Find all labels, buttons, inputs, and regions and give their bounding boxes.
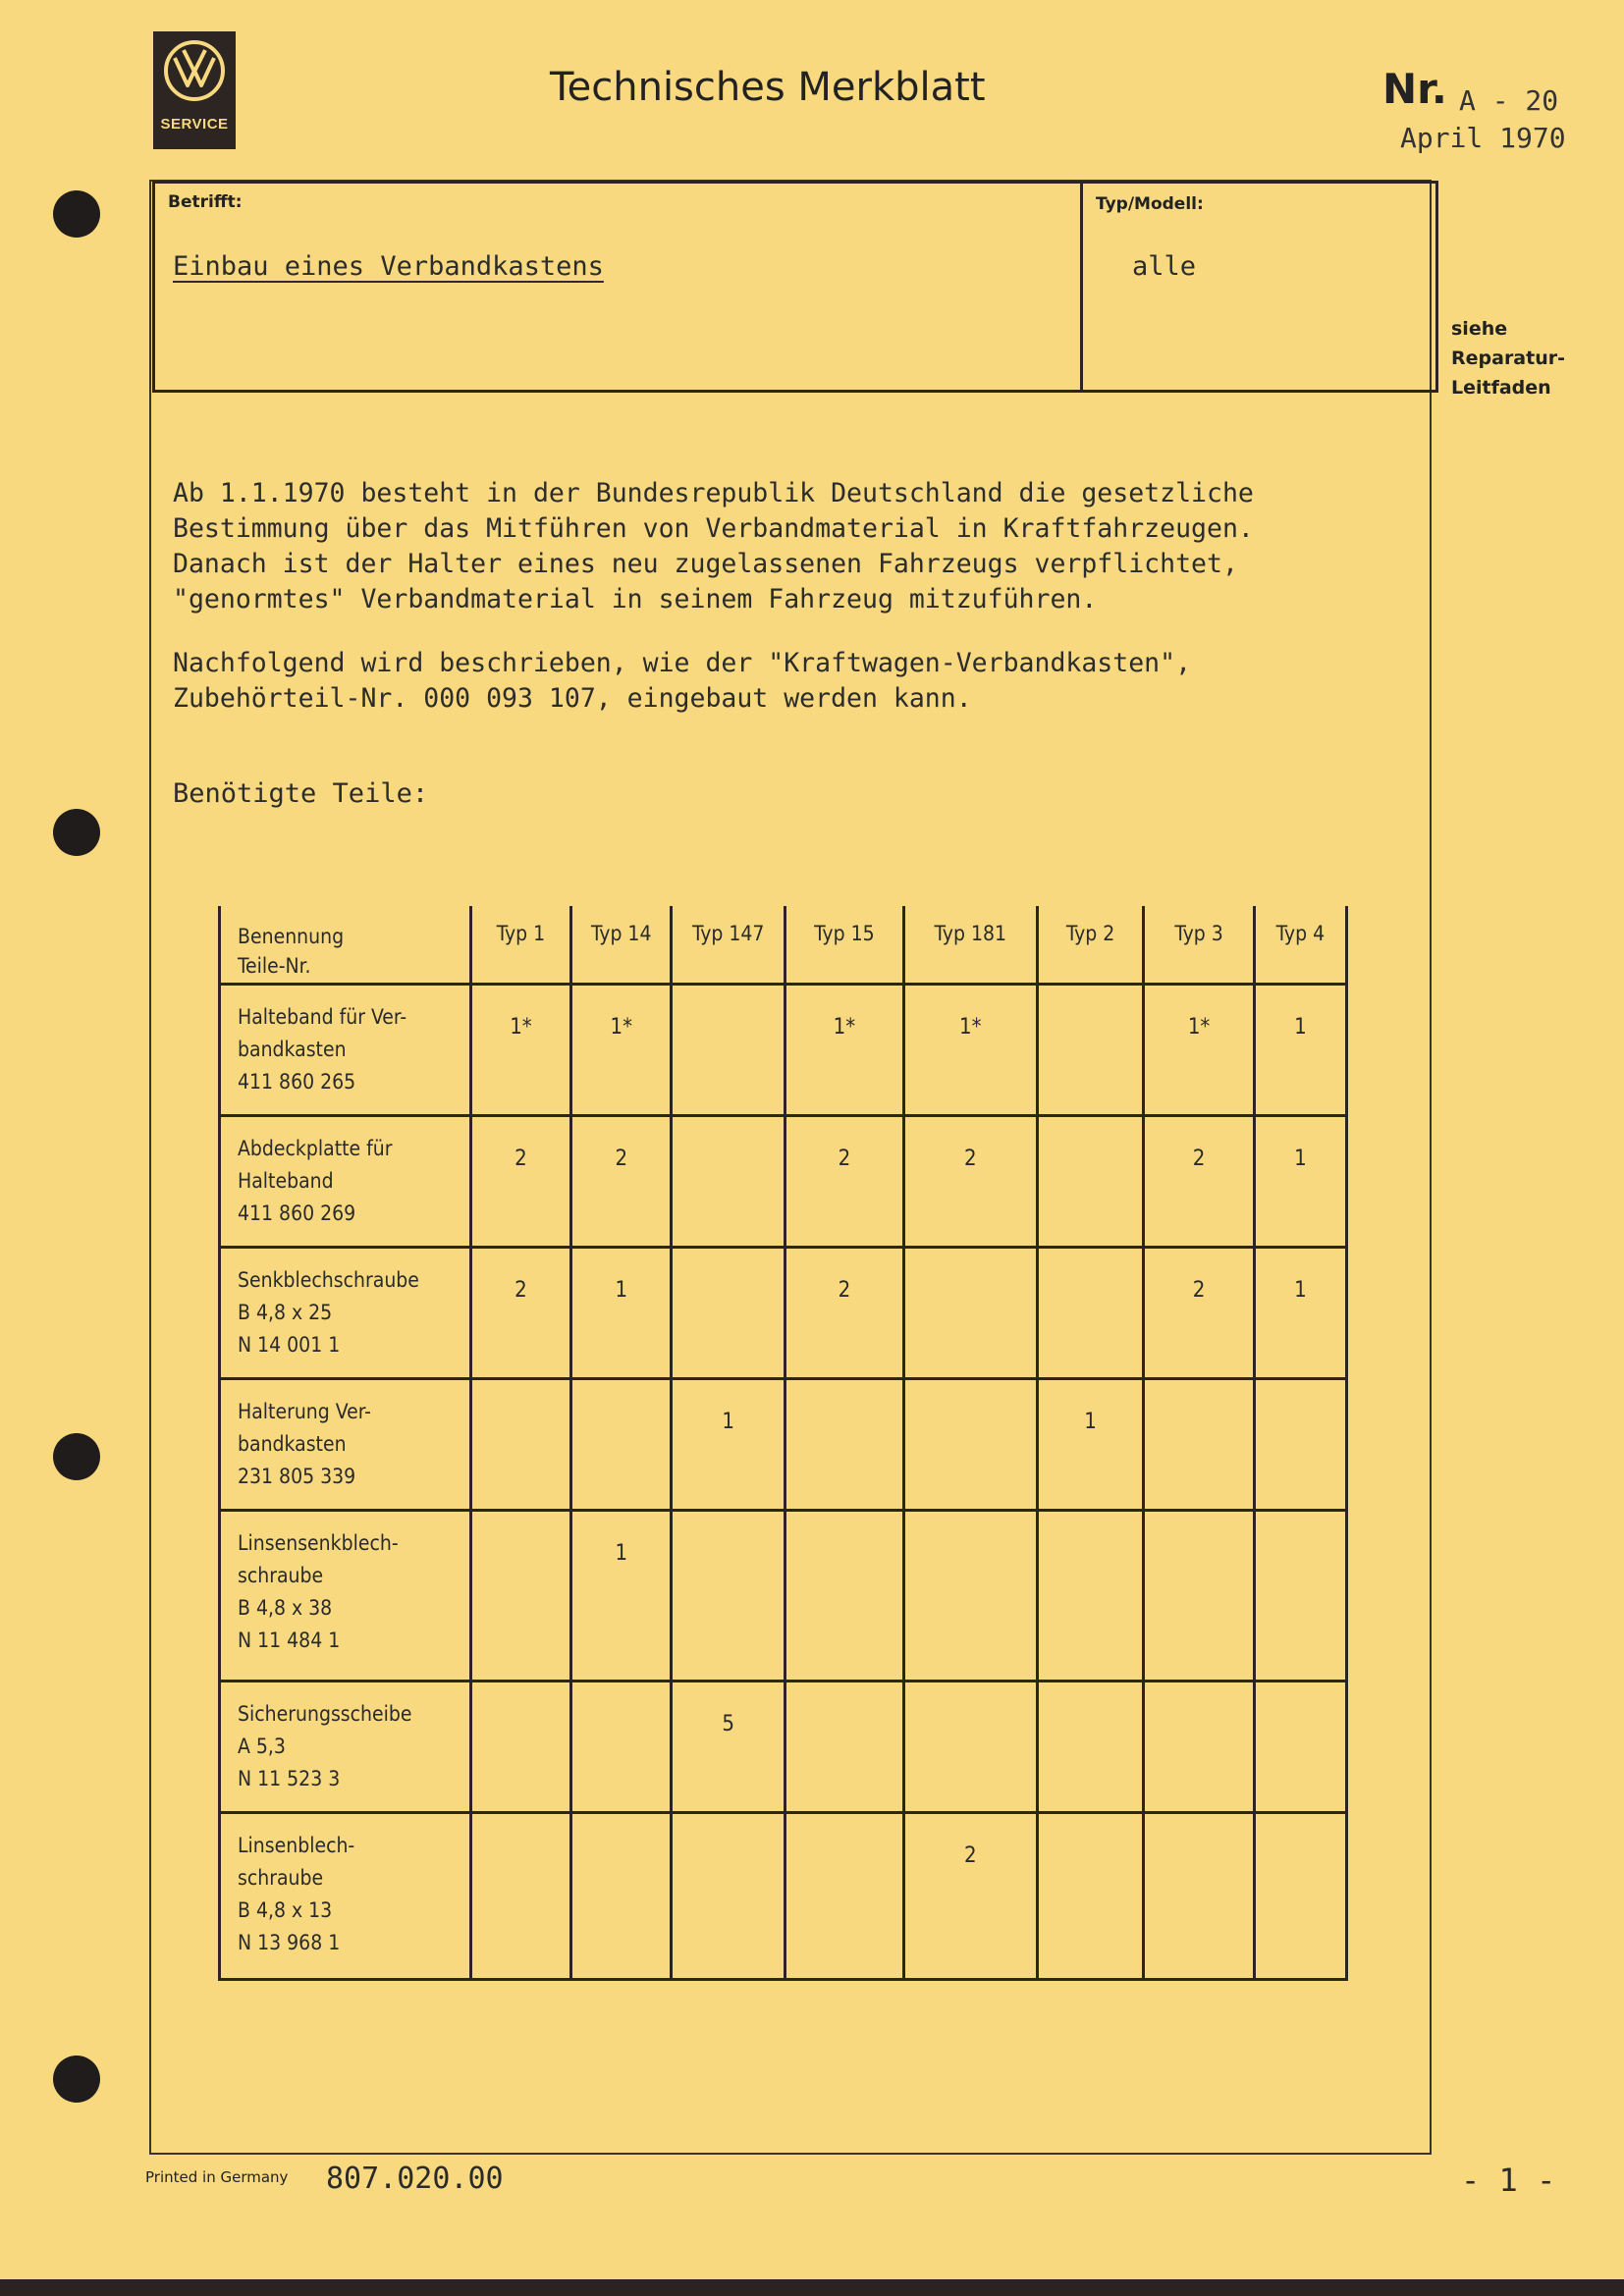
quantity-cell [1037,1116,1143,1248]
print-code: 807.020.00 [326,2162,504,2196]
quantity-cell [571,1379,672,1511]
column-header-typ: Typ 15 [785,906,904,985]
punch-hole [53,809,100,856]
number-label: Nr. [1382,65,1447,113]
header-line: Benennung [238,925,345,948]
quantity-cell: 1* [903,985,1037,1116]
quantity-cell [672,1248,785,1379]
quantity-cell [571,1812,672,1979]
quantity-cell [672,1116,785,1248]
table-row [220,1116,1347,1248]
part-name-cell [220,985,471,1116]
quantity-cell: 2 [785,1248,904,1379]
quantity-cell [571,1681,672,1812]
part-name-line: N 11 484 1 [238,1629,341,1653]
punch-hole [53,2056,100,2103]
part-name-line: N 11 523 3 [238,1766,341,1790]
part-name-line: bandkasten [238,1038,347,1061]
part-name-line: schraube [238,1564,324,1588]
quantity-cell: 1* [785,985,904,1116]
quantity-cell: 1 [672,1379,785,1511]
page-title: Technisches Merkblatt [550,65,986,110]
quantity-cell [470,1379,570,1511]
logo-text: SERVICE [160,116,229,133]
part-name-line: Halteband [238,1169,334,1194]
punch-hole [53,190,100,238]
quantity-cell [470,1511,570,1681]
quantity-cell [1144,1511,1255,1681]
table-row [220,1681,1347,1812]
quantity-cell [672,1812,785,1979]
quantity-cell [785,1681,904,1812]
punch-hole [53,1433,100,1480]
quantity-cell [1037,1681,1143,1812]
part-name-cell [220,1116,471,1248]
quantity-cell: 1 [1254,985,1346,1116]
quantity-cell: 2 [1144,1116,1255,1248]
quantity-cell [1254,1812,1346,1979]
quantity-cell [785,1511,904,1681]
quantity-cell [470,1812,570,1979]
part-name-line: Sicherungsscheibe [238,1701,412,1726]
part-name-line: schraube [238,1865,324,1890]
quantity-cell [1144,1379,1255,1511]
header-line: Teile-Nr. [238,954,311,978]
part-name-line: A 5,3 [238,1734,286,1758]
printed-in-label: Printed in Germany [145,2168,289,2186]
quantity-cell: 1 [1254,1116,1346,1248]
document-date: April 1970 [1400,122,1566,154]
quantity-cell [1037,1812,1143,1979]
quantity-cell: 1* [571,985,672,1116]
body-paragraph: Ab 1.1.1970 besteht in der Bundesrepublik Deutschland die gesetzliche Bestimmung über das Mitführen von Verbandmaterial in Kraftfahrzeugen. Danach ist der Halter eines neu zugelassenen Fahrzeugs verpflichtet, "genormtes" Verbandmaterial in seinem Fahrzeug mitzuführen. [173,478,1254,614]
part-name-line: 411 860 265 [238,1070,356,1094]
quantity-cell [1037,985,1143,1116]
quantity-cell [1037,1248,1143,1379]
table-row [220,1812,1347,1979]
column-header-typ: Typ 147 [672,906,785,985]
quantity-cell [903,1248,1037,1379]
quantity-cell [785,1812,904,1979]
document-number: A - 20 [1459,84,1559,117]
part-name-line: Linsenblech- [238,1833,355,1857]
part-name-line: 231 805 339 [238,1465,356,1489]
side-note [1451,314,1565,402]
column-header-typ: Typ 2 [1037,906,1143,985]
quantity-cell [1254,1681,1346,1812]
quantity-cell: 2 [785,1116,904,1248]
quantity-cell [1144,1681,1255,1812]
quantity-cell [1254,1511,1346,1681]
column-header-typ: Typ 3 [1144,906,1255,985]
quantity-cell [672,1511,785,1681]
quantity-cell [903,1681,1037,1812]
quantity-cell: 5 [672,1681,785,1812]
part-name-cell [220,1511,471,1681]
quantity-cell [1037,1511,1143,1681]
info-box-divider [1080,183,1083,391]
part-name-cell [220,1681,471,1812]
parts-heading: Benötigte Teile: [173,778,429,809]
quantity-cell: 1* [1144,985,1255,1116]
vw-emblem-icon [162,38,227,103]
column-header-typ: Typ 181 [903,906,1037,985]
table-row [220,1248,1347,1379]
column-header-name [220,906,471,985]
quantity-cell [672,985,785,1116]
quantity-cell [1254,1379,1346,1511]
table-row [220,1511,1347,1681]
table-row [220,985,1347,1116]
quantity-cell: 2 [470,1248,570,1379]
part-name-line: N 14 001 1 [238,1333,341,1358]
quantity-cell: 1* [470,985,570,1116]
table-row [220,1379,1347,1511]
column-header-typ: Typ 1 [470,906,570,985]
part-name-line: B 4,8 x 25 [238,1301,333,1325]
info-box [152,181,1438,393]
part-name-cell [220,1812,471,1979]
quantity-cell: 2 [903,1812,1037,1979]
part-name-line: Abdeckplatte für [238,1137,393,1161]
part-name-line: bandkasten [238,1432,347,1457]
part-name-line: N 13 968 1 [238,1930,341,1954]
column-header-typ: Typ 4 [1254,906,1346,985]
quantity-cell [903,1379,1037,1511]
side-note-line: Leitfaden [1451,377,1551,399]
quantity-cell: 2 [571,1116,672,1248]
part-name-line: B 4,8 x 13 [238,1897,333,1922]
side-note-line: siehe [1451,318,1508,340]
model-label: Typ/Modell: [1096,194,1204,214]
page-number: - 1 - [1461,2162,1556,2199]
subject-text: Einbau eines Verbandkastens [173,251,604,282]
part-name-line: B 4,8 x 38 [238,1596,333,1621]
quantity-cell [903,1511,1037,1681]
subject-label: Betrifft: [168,192,243,212]
part-name-line: Senkblechschraube [238,1268,419,1293]
part-name-cell [220,1379,471,1511]
part-name-line: Halterung Ver- [238,1400,371,1424]
part-name-line: Linsensenkblech- [238,1531,399,1556]
model-value: alle [1132,251,1197,282]
side-note-line: Reparatur- [1451,347,1565,369]
quantity-cell: 1 [1037,1379,1143,1511]
quantity-cell: 2 [470,1116,570,1248]
table-header-row [220,906,1347,985]
column-header-typ: Typ 14 [571,906,672,985]
quantity-cell [785,1379,904,1511]
parts-table [218,906,1348,1981]
quantity-cell: 2 [903,1116,1037,1248]
quantity-cell: 2 [1144,1248,1255,1379]
part-name-line: 411 860 269 [238,1201,356,1226]
quantity-cell: 1 [1254,1248,1346,1379]
scan-edge [0,2279,1624,2296]
vw-service-logo [153,31,236,149]
quantity-cell [1144,1812,1255,1979]
quantity-cell: 1 [571,1248,672,1379]
quantity-cell [470,1681,570,1812]
part-name-cell [220,1248,471,1379]
quantity-cell: 1 [571,1511,672,1681]
part-name-line: Halteband für Ver- [238,1005,407,1029]
body-paragraph: Nachfolgend wird beschrieben, wie der "Kraftwagen-Verbandkasten", Zubehörteil-Nr. 000 093 107, eingebaut werden kann. [173,648,1192,714]
